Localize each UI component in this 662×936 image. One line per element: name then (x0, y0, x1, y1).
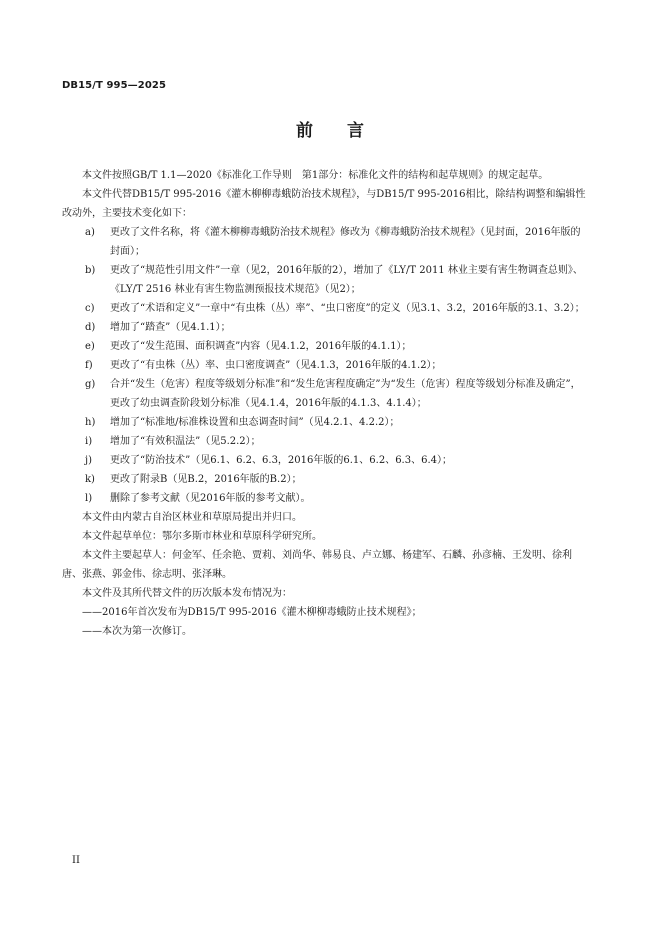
replacement-paragraph: 本文件代替DB15/T 995-2016《灌木柳柳毒蛾防治技术规程》，与DB15/T 995-2016相比，除结构调整和编辑性改动外，主要技术变化如下： (62, 189, 586, 219)
list-item: i) 增加了“有效积温法”（见5.2.2）； (85, 436, 261, 447)
list-item: c) 更改了“术语和定义”一章中“有虫株（丛）率”、“虫口密度”的定义（见3.1、3.2，2016年版的3.1、3.2）； (85, 303, 585, 314)
proposing-org-paragraph: 本文件由内蒙古自治区林业和草原局提出并归口。 (82, 512, 302, 523)
list-item: a) 更改了文件名称，将《灌木柳柳毒蛾防治技术规程》修改为《柳毒蛾防治技术规程》（见封面，2016年版的封面）； (85, 227, 581, 257)
list-item: g) 合并“发生（危害）程度等级划分标准”和“发生危害程度确定”为“发生（危害）程度等级划分标准及确定”，更改了幼虫调查阶段划分标准（见4.1.4，2016年版的4.1.3、4.1.4）； (85, 379, 581, 409)
title-char-1: 前 (296, 121, 315, 141)
foreword-body (62, 166, 590, 641)
changes-list (62, 223, 590, 508)
list-item: f) 更改了“有虫株（丛）率、虫口密度调查”（见4.1.3，2016年版的4.1.2）； (85, 360, 442, 371)
list-item: e) 更改了“发生范围、面积调查”内容（见4.1.2，2016年版的4.1.1）； (85, 341, 412, 352)
list-item: l) 删除了参考文献（见2016年版的参考文献）。 (85, 493, 311, 504)
drafting-org-paragraph: 本文件起草单位：鄂尔多斯市林业和草原科学研究所。 (82, 531, 322, 542)
intro-paragraph: 本文件按照GB/T 1.1—2020《标准化工作导则 第1部分：标准化文件的结构和起草规则》的规定起草。 (82, 170, 549, 181)
document-code: DB15/T 995—2025 (62, 80, 166, 91)
history-item: ——本次为第一次修订。 (82, 626, 192, 637)
page-title (0, 116, 662, 141)
list-item: h) 增加了“标准地/标准株设置和虫态调查时间”（见4.2.1、4.2.2）； (85, 417, 400, 428)
list-item: d) 增加了“踏查”（见4.1.1）； (85, 322, 231, 333)
history-intro-paragraph: 本文件及其所代替文件的历次版本发布情况为： (82, 588, 292, 599)
list-item: k) 更改了附录B（见B.2，2016年版的B.2）； (85, 474, 302, 485)
list-item: b) 更改了“规范性引用文件”一章（见2，2016年版的2），增加了《LY/T 2011 林业主要有害生物调查总则》、《LY/T 2516 林业有害生物监测预报技术规范》（见2）； (85, 265, 583, 295)
title-char-2: 言 (347, 121, 366, 141)
history-item: ——2016年首次发布为DB15/T 995-2016《灌木柳柳毒蛾防止技术规程》； (82, 607, 422, 618)
list-item: j) 更改了“防治技术”（见6.1、6.2、6.3，2016年版的6.1、6.2、6.3、6.4）； (85, 455, 452, 466)
page-number: II (72, 855, 80, 866)
drafters-paragraph: 本文件主要起草人：何金军、任余艳、贾莉、刘尚华、韩易良、卢立娜、杨建军、石麟、孙彦楠、王发明、徐利唐、张燕、郭金伟、徐志明、张泽琳。 (62, 550, 572, 580)
